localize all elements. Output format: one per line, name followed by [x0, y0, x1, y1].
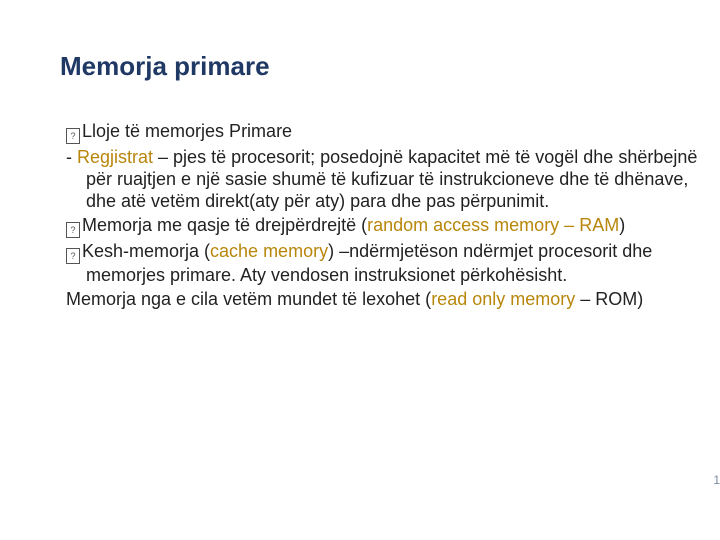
ram-text-before: Memorja me qasje të drejpërdrejtë ( [82, 215, 368, 235]
ram-text-after: ) [619, 215, 626, 235]
ram-term: random access memory – RAM [367, 215, 620, 235]
registers-description: – pjes të procesorit; posedojnë kapacitet më të vogël dhe shërbejnë për ruajtjen e një sasie shumë të kufizuar të instrukcioneve dhe të dhënave, dhe atë vetëm direkt(aty për aty) para dhe pas përpunimit. [86, 147, 698, 211]
rom-term: read only memory [431, 289, 576, 309]
slide-title: Memorja primare [60, 51, 270, 81]
missing-glyph-bullet-icon: ? [66, 248, 80, 264]
memory-types-text: Lloje të memorjes Primare [82, 121, 293, 141]
cache-term: cache memory [210, 241, 329, 261]
cache-text-after: ) –ndërmjetëson ndërmjet procesorit dhe memorjes primare. Aty vendosen instruksionet përkohësisht. [86, 241, 653, 285]
paragraph-cache [66, 240, 711, 286]
paragraph-rom [66, 288, 711, 310]
missing-glyph-bullet-icon: ? [66, 222, 80, 238]
paragraph-ram [66, 214, 711, 238]
slide-body [66, 120, 711, 312]
registers-prefix: - [66, 147, 77, 167]
registers-term: Regjistrat [77, 147, 154, 167]
rom-text-before: Memorja nga e cila vetëm mundet të lexohet ( [66, 289, 432, 309]
paragraph-memory-types [66, 120, 711, 144]
missing-glyph-bullet-icon: ? [66, 128, 80, 144]
paragraph-registers [66, 146, 711, 212]
cache-text-before: Kesh-memorja ( [82, 241, 211, 261]
rom-text-after: – ROM) [575, 289, 644, 309]
page-number: 1 [713, 473, 720, 487]
